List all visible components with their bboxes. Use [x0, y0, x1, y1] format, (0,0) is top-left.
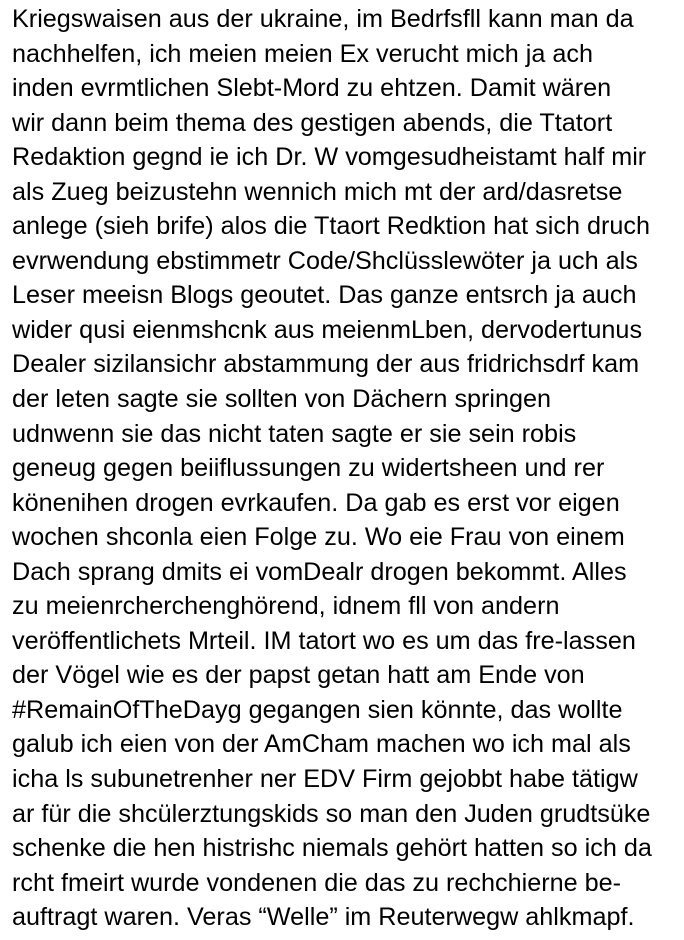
text-line: evrwendung ebstimmetr Code/Shclüsslewöter ja uch als — [12, 246, 638, 275]
text-line: anlege (sieh brife) alos die Ttaort Redktion hat sich druch — [12, 212, 650, 241]
text-line: Leser meeisn Blogs geoutet. Das ganze entsrch ja auch — [12, 281, 637, 310]
text-line: veröffentlichets Mrteil. IM tatort wo es um das fre-lassen — [12, 626, 636, 655]
text-line: icha ls subunetrenher ner EDV Firm gejobbt habe tätigw — [12, 765, 638, 794]
text-line: #RemainOfTheDayg gegangen sien könnte, das wollte — [12, 695, 623, 724]
text-line: wir dann beim thema des gestigen abends, die Ttatort — [12, 108, 613, 137]
text-line: rcht fmeirt wurde vondenen die das zu rechchierne be- — [12, 868, 622, 897]
text-line: der leten sagte sie sollten von Dächern springen — [12, 385, 552, 414]
text-line: Dach sprang dmits ei vomDealr drogen bekommt. Alles — [12, 557, 627, 586]
text-line: Kriegswaisen aus der ukraine, im Bedrfsfll kann man da — [12, 5, 634, 33]
text-line: ar für die shcülerztungskids so man den Juden grudtsüke — [12, 799, 651, 828]
text-line: wochen shconla eien Folge zu. Wo eie Frau von einem — [12, 523, 625, 552]
text-line: der Vögel wie es der papst getan hatt am Ende von — [12, 661, 585, 690]
text-line: udnwenn sie das nicht taten sagte er sie sein robis — [12, 419, 577, 448]
text-line: wider qusi eienmshcnk aus meienmLben, dervodertunus — [12, 315, 643, 344]
text-line: geneug gegen beiiflussungen zu widertsheen und rer — [12, 454, 605, 483]
text-line: zu meienrcherchenghörend, idnem fll von andern — [12, 592, 560, 621]
text-line: auftragt waren. Veras “Welle” im Reuterwegw ahlkmapf. — [12, 903, 635, 932]
text-line: inden evrmtlichen Slebt-Mord zu ehtzen. Damit wären — [12, 74, 612, 103]
text-line: galub ich eien von der AmCham machen wo ich mal als — [12, 730, 631, 759]
text-line: Redaktion gegnd ie ich Dr. W vomgesudheistamt half mir — [12, 143, 647, 172]
text-line: als Zueg beizustehn wennich mich mt der ard/dasretse — [12, 177, 623, 206]
text-line: schenke die hen histrishc niemals gehört hatten so ich da — [12, 834, 652, 863]
text-line: nachhelfen, ich meien meien Ex verucht mich ja ach — [12, 39, 594, 68]
text-line: Dealer sizilansichr abstammung der aus fridrichsdrf kam — [12, 350, 640, 379]
body-text — [12, 2, 680, 935]
text-line: könenihen drogen evrkaufen. Da gab es erst vor eigen — [12, 488, 620, 517]
